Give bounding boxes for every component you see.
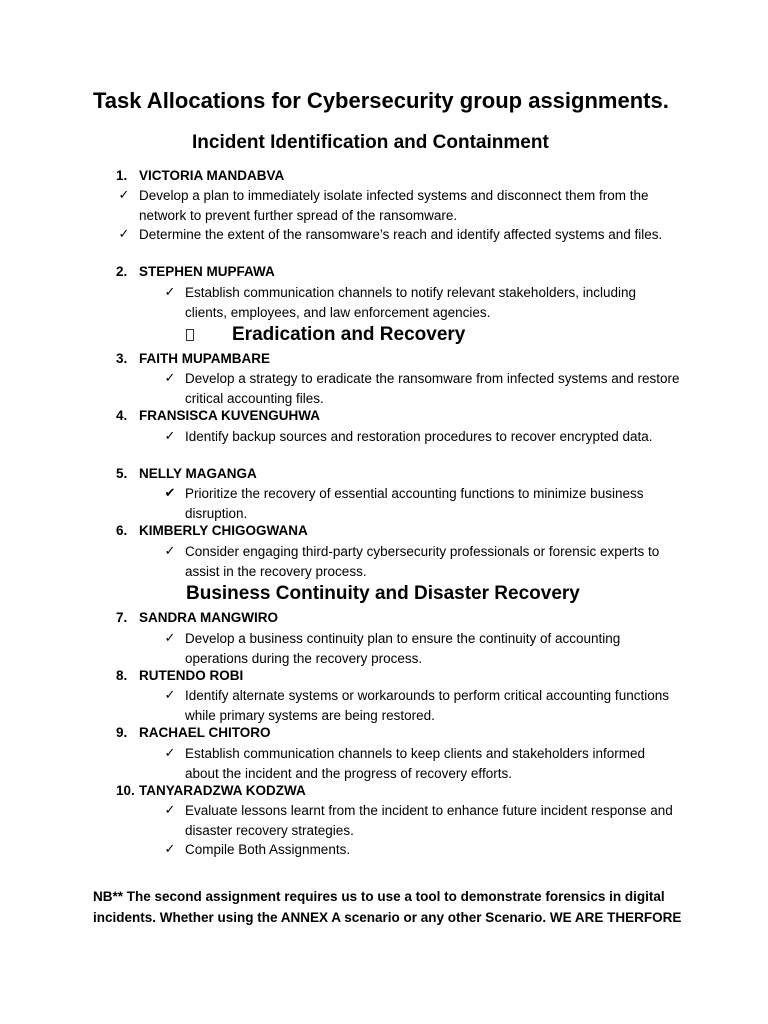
member-name: SANDRA MANGWIRO bbox=[139, 610, 278, 625]
section-heading-eradication: Eradication and Recovery bbox=[232, 324, 466, 345]
check-mark-icon: ✓ bbox=[164, 631, 176, 646]
member-name: FAITH MUPAMBARE bbox=[139, 351, 270, 366]
nb-note: NB** The second assignment requires us to use a tool to demonstrate forensics in digital incidents. Whether using the ANNEX A scenario or any other Scenario. WE ARE THERFORE bbox=[93, 889, 682, 925]
member-name: NELLY MAGANGA bbox=[139, 466, 257, 481]
task-text: Identify backup sources and restoration procedures to recover encrypted data. bbox=[185, 429, 653, 444]
member-name: KIMBERLY CHIGOGWANA bbox=[139, 523, 308, 538]
check-mark-icon: ✓ bbox=[164, 371, 176, 386]
document-title: Task Allocations for Cybersecurity group assignments. bbox=[93, 88, 669, 113]
list-number: 8. bbox=[116, 668, 128, 683]
task-text: Determine the extent of the ransomware’s reach and identify affected systems and files. bbox=[139, 227, 663, 242]
list-number: 7. bbox=[116, 610, 128, 625]
section-heading-business-continuity: Business Continuity and Disaster Recovery bbox=[186, 583, 580, 604]
task-text: Prioritize the recovery of essential accounting functions to minimize business disruption. bbox=[185, 486, 644, 521]
member-name: FRANSISCA KUVENGUHWA bbox=[139, 408, 321, 423]
check-mark-icon: ✔ bbox=[164, 486, 176, 501]
check-mark-icon: ✓ bbox=[164, 746, 176, 761]
missing-glyph-icon bbox=[186, 329, 194, 341]
member-name: RACHAEL CHITORO bbox=[139, 725, 271, 740]
check-mark-icon: ✓ bbox=[164, 688, 176, 703]
check-mark-icon: ✓ bbox=[164, 803, 176, 818]
list-number: 2. bbox=[116, 264, 128, 279]
list-number: 5. bbox=[116, 466, 128, 481]
task-text: Develop a business continuity plan to ensure the continuity of accounting operations during the recovery process. bbox=[185, 631, 621, 666]
list-number: 10. bbox=[116, 783, 135, 798]
task-text: Establish communication channels to keep clients and stakeholders informed about the incident and the progress of recovery efforts. bbox=[185, 746, 646, 781]
section-heading-incident-identification: Incident Identification and Containment bbox=[192, 132, 549, 153]
member-name: VICTORIA MANDABVA bbox=[139, 168, 285, 183]
member-name: RUTENDO ROBI bbox=[139, 668, 244, 683]
check-mark-icon: ✓ bbox=[164, 285, 176, 300]
task-text: Compile Both Assignments. bbox=[185, 842, 351, 857]
check-mark-icon: ✓ bbox=[118, 188, 130, 203]
task-text: Evaluate lessons learnt from the incident to enhance future incident response and disaster recovery strategies. bbox=[185, 803, 673, 838]
list-number: 4. bbox=[116, 408, 128, 423]
task-text: Identify alternate systems or workarounds to perform critical accounting functions while primary systems are being restored. bbox=[185, 688, 669, 723]
check-mark-icon: ✓ bbox=[118, 227, 130, 242]
task-text: Develop a plan to immediately isolate infected systems and disconnect them from the network to prevent further spread of the ransomware. bbox=[139, 188, 649, 223]
task-text: Develop a strategy to eradicate the ransomware from infected systems and restore critical accounting files. bbox=[185, 371, 680, 406]
list-number: 6. bbox=[116, 523, 128, 538]
list-number: 3. bbox=[116, 351, 128, 366]
check-mark-icon: ✓ bbox=[164, 842, 176, 857]
check-mark-icon: ✓ bbox=[164, 544, 176, 559]
task-text: Establish communication channels to notify relevant stakeholders, including clients, employees, and law enforcement agencies. bbox=[185, 285, 636, 320]
check-mark-icon: ✓ bbox=[164, 429, 176, 444]
list-number: 9. bbox=[116, 725, 128, 740]
task-text: Consider engaging third-party cybersecurity professionals or forensic experts to assist in the recovery process. bbox=[185, 544, 660, 579]
list-number: 1. bbox=[116, 168, 128, 183]
member-name: STEPHEN MUPFAWA bbox=[139, 264, 275, 279]
member-name: TANYARADZWA KODZWA bbox=[139, 783, 306, 798]
